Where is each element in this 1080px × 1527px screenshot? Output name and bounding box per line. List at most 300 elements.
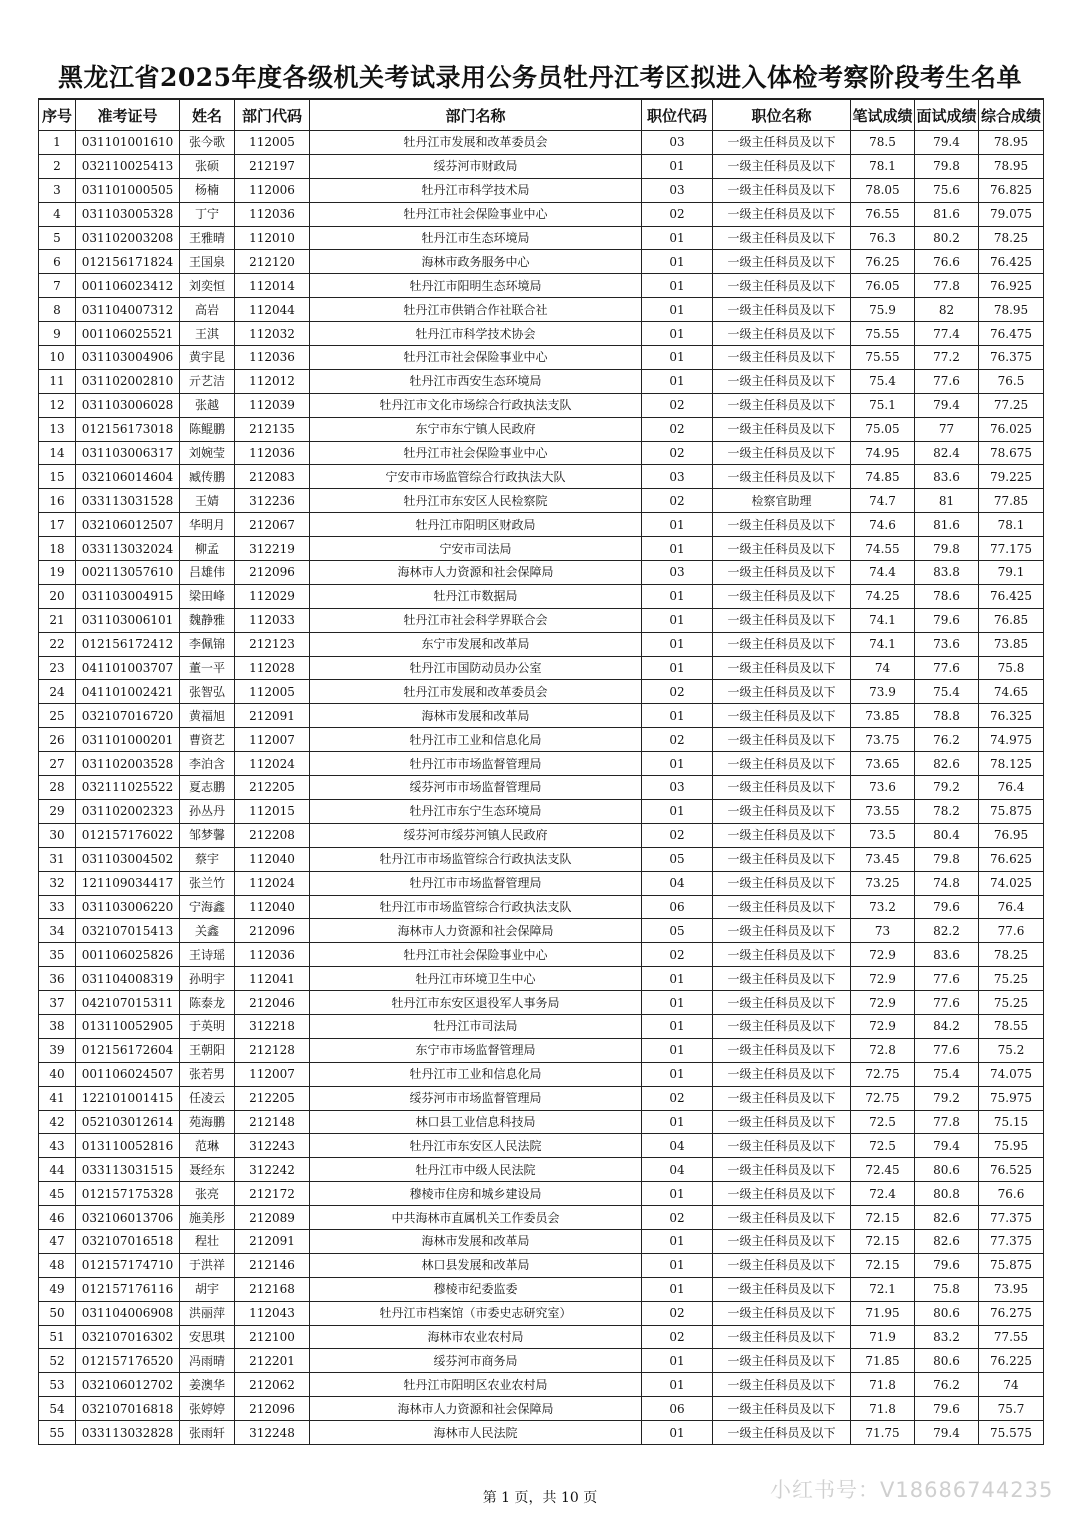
table-cell: 74.075 (979, 1062, 1044, 1086)
table-cell: 54 (39, 1397, 76, 1421)
table-cell: 01 (642, 322, 713, 346)
table-cell: 5 (39, 226, 76, 250)
table-cell: 041101003707 (76, 656, 180, 680)
table-cell: 72.5 (851, 1134, 915, 1158)
table-cell: 一级主任科员及以下 (713, 274, 851, 298)
table-cell: 031104008319 (76, 967, 180, 991)
table-cell: 王婧 (180, 489, 235, 513)
table-cell: 49 (39, 1277, 76, 1301)
table-cell: 牡丹江市供销合作社联合社 (310, 298, 642, 322)
table-cell: 苑海鹏 (180, 1110, 235, 1134)
table-cell: 74.4 (851, 561, 915, 585)
table-cell: 一级主任科员及以下 (713, 1158, 851, 1182)
table-cell: 78.25 (979, 943, 1044, 967)
table-cell: 76.825 (979, 178, 1044, 202)
table-row (39, 847, 1044, 871)
table-cell: 张硕 (180, 154, 235, 178)
table-cell: 033113031515 (76, 1158, 180, 1182)
table-cell: 75.95 (979, 1134, 1044, 1158)
table-cell: 212089 (235, 1206, 310, 1230)
table-cell: 212208 (235, 823, 310, 847)
table-cell: 112044 (235, 298, 310, 322)
table-cell: 77.6 (915, 967, 979, 991)
table-cell: 75.05 (851, 417, 915, 441)
table-row (39, 1421, 1044, 1445)
table-cell: 74.025 (979, 871, 1044, 895)
table-cell: 77.25 (979, 393, 1044, 417)
table-cell: 76.375 (979, 346, 1044, 370)
table-cell: 77.55 (979, 1325, 1044, 1349)
table-cell: 76.925 (979, 274, 1044, 298)
table-cell: 01 (642, 1182, 713, 1206)
table-cell: 75.2 (979, 1038, 1044, 1062)
candidate-table (38, 98, 1044, 1445)
table-cell: 东宁市市场监督管理局 (310, 1038, 642, 1062)
watermark-text: 小红书号：V18686744235 (770, 1478, 1054, 1502)
table-cell: 012157176520 (76, 1349, 180, 1373)
table-cell: 001106025521 (76, 322, 180, 346)
table-cell: 2 (39, 154, 76, 178)
table-cell: 44 (39, 1158, 76, 1182)
table-cell: 75.8 (979, 656, 1044, 680)
table-cell: 79.075 (979, 202, 1044, 226)
table-cell: 01 (642, 537, 713, 561)
table-cell: 312236 (235, 489, 310, 513)
table-cell: 01 (642, 632, 713, 656)
table-cell: 74.8 (915, 871, 979, 895)
table-row (39, 346, 1044, 370)
table-cell: 75.8 (915, 1277, 979, 1301)
table-cell: 71.8 (851, 1373, 915, 1397)
table-cell: 董一平 (180, 656, 235, 680)
table-cell: 72.9 (851, 991, 915, 1015)
table-cell: 范琳 (180, 1134, 235, 1158)
column-header: 序号 (39, 99, 76, 131)
table-cell: 01 (642, 298, 713, 322)
table-cell: 一级主任科员及以下 (713, 1277, 851, 1301)
table-cell: 一级主任科员及以下 (713, 1373, 851, 1397)
table-cell: 212123 (235, 632, 310, 656)
table-cell: 孙丛丹 (180, 799, 235, 823)
table-cell: 张智弘 (180, 680, 235, 704)
table-cell: 72.9 (851, 943, 915, 967)
table-cell: 32 (39, 871, 76, 895)
table-cell: 75.9 (851, 298, 915, 322)
table-cell: 78.05 (851, 178, 915, 202)
table-cell: 312242 (235, 1158, 310, 1182)
table-cell: 80.4 (915, 823, 979, 847)
table-cell: 83.6 (915, 465, 979, 489)
table-cell: 79.6 (915, 895, 979, 919)
table-cell: 一级主任科员及以下 (713, 752, 851, 776)
table-row (39, 728, 1044, 752)
table-cell: 一级主任科员及以下 (713, 322, 851, 346)
table-cell: 033113032828 (76, 1421, 180, 1445)
table-cell: 72.9 (851, 967, 915, 991)
table-cell: 牡丹江市社会保险事业中心 (310, 441, 642, 465)
table-cell: 73.75 (851, 728, 915, 752)
page-footer: 第 1 页，共 10 页 (482, 1490, 598, 1506)
table-cell: 112010 (235, 226, 310, 250)
column-header: 准考证号 (76, 99, 180, 131)
table-cell: 20 (39, 584, 76, 608)
table-cell: 一级主任科员及以下 (713, 847, 851, 871)
column-header: 职位代码 (642, 99, 713, 131)
column-header: 姓名 (180, 99, 235, 131)
table-cell: 112032 (235, 322, 310, 346)
table-cell: 蔡宇 (180, 847, 235, 871)
table-cell: 212096 (235, 561, 310, 585)
table-cell: 031103004502 (76, 847, 180, 871)
table-cell: 04 (642, 871, 713, 895)
table-cell: 牡丹江市市场监督管理局 (310, 871, 642, 895)
table-cell: 24 (39, 680, 76, 704)
table-cell: 79.6 (915, 1253, 979, 1277)
table-cell: 01 (642, 991, 713, 1015)
table-cell: 77.85 (979, 489, 1044, 513)
table-cell: 一级主任科员及以下 (713, 823, 851, 847)
table-row (39, 274, 1044, 298)
table-cell: 03 (642, 178, 713, 202)
table-cell: 031102002810 (76, 369, 180, 393)
table-cell: 检察官助理 (713, 489, 851, 513)
table-cell: 吕雄伟 (180, 561, 235, 585)
table-cell: 72.15 (851, 1253, 915, 1277)
table-cell: 73.9 (851, 680, 915, 704)
table-cell: 一级主任科员及以下 (713, 561, 851, 585)
page-title: 黑龙江省2025年度各级机关考试录用公务员牡丹江考区拟进入体检考察阶段考生名单 (57, 63, 1023, 92)
table-cell: 一级主任科员及以下 (713, 1229, 851, 1253)
table-cell: 78.55 (979, 1014, 1044, 1038)
table-cell: 01 (642, 346, 713, 370)
table-cell: 牡丹江市社会保险事业中心 (310, 346, 642, 370)
table-cell: 75.55 (851, 322, 915, 346)
table-row (39, 1206, 1044, 1230)
table-cell: 8 (39, 298, 76, 322)
table-cell: 03 (642, 561, 713, 585)
table-cell: 张婷婷 (180, 1397, 235, 1421)
table-cell: 112007 (235, 728, 310, 752)
table-cell: 01 (642, 226, 713, 250)
table-cell: 74.85 (851, 465, 915, 489)
table-cell: 032107015413 (76, 919, 180, 943)
table-cell: 海林市发展和改革局 (310, 704, 642, 728)
table-cell: 牡丹江市市场监管综合行政执法支队 (310, 895, 642, 919)
table-cell: 032107016818 (76, 1397, 180, 1421)
table-cell: 林口县发展和改革局 (310, 1253, 642, 1277)
table-cell: 于英明 (180, 1014, 235, 1038)
table-cell: 73.85 (979, 632, 1044, 656)
table-cell: 李佩锦 (180, 632, 235, 656)
table-cell: 78.2 (915, 799, 979, 823)
table-cell: 76.425 (979, 250, 1044, 274)
column-header: 部门代码 (235, 99, 310, 131)
table-cell: 10 (39, 346, 76, 370)
table-cell: 宁安市司法局 (310, 537, 642, 561)
table-cell: 76.95 (979, 823, 1044, 847)
table-cell: 80.6 (915, 1158, 979, 1182)
table-cell: 76.475 (979, 322, 1044, 346)
table-row (39, 202, 1044, 226)
table-cell: 21 (39, 608, 76, 632)
table-cell: 一级主任科员及以下 (713, 1397, 851, 1421)
table-cell: 73.85 (851, 704, 915, 728)
table-cell: 74.975 (979, 728, 1044, 752)
table-cell: 15 (39, 465, 76, 489)
table-cell: 112041 (235, 967, 310, 991)
table-cell: 臧传鹏 (180, 465, 235, 489)
table-cell: 031103006317 (76, 441, 180, 465)
table-cell: 01 (642, 274, 713, 298)
table-cell: 112024 (235, 871, 310, 895)
table-cell: 74 (979, 1373, 1044, 1397)
table-cell: 73.6 (915, 632, 979, 656)
table-cell: 一级主任科员及以下 (713, 369, 851, 393)
table-cell: 任凌云 (180, 1086, 235, 1110)
table-cell: 76.6 (979, 1182, 1044, 1206)
table-cell: 张越 (180, 393, 235, 417)
table-cell: 112043 (235, 1301, 310, 1325)
table-row (39, 752, 1044, 776)
table-cell: 一级主任科员及以下 (713, 704, 851, 728)
table-cell: 72.5 (851, 1110, 915, 1134)
table-cell: 04 (642, 1134, 713, 1158)
table-cell: 一级主任科员及以下 (713, 1182, 851, 1206)
table-cell: 012157176116 (76, 1277, 180, 1301)
table-cell: 112015 (235, 799, 310, 823)
table-cell: 聂经东 (180, 1158, 235, 1182)
table-cell: 刘奕恒 (180, 274, 235, 298)
table-cell: 73.65 (851, 752, 915, 776)
table-cell: 18 (39, 537, 76, 561)
table-row (39, 871, 1044, 895)
table-cell: 一级主任科员及以下 (713, 608, 851, 632)
table-cell: 72.9 (851, 1014, 915, 1038)
table-cell: 01 (642, 1110, 713, 1134)
table-cell: 75.6 (915, 178, 979, 202)
table-cell: 林口县工业信息科技局 (310, 1110, 642, 1134)
table-cell: 牡丹江市中级人民法院 (310, 1158, 642, 1182)
table-cell: 72.75 (851, 1086, 915, 1110)
table-cell: 穆棱市住房和城乡建设局 (310, 1182, 642, 1206)
table-cell: 212146 (235, 1253, 310, 1277)
table-cell: 73 (851, 919, 915, 943)
table-cell: 72.8 (851, 1038, 915, 1062)
table-cell: 013110052816 (76, 1134, 180, 1158)
table-row (39, 1062, 1044, 1086)
table-row (39, 1110, 1044, 1134)
table-cell: 牡丹江市市场监督管理局 (310, 752, 642, 776)
table-cell: 77.375 (979, 1229, 1044, 1253)
table-cell: 74.1 (851, 632, 915, 656)
table-cell: 王雅晴 (180, 226, 235, 250)
table-cell: 77.375 (979, 1206, 1044, 1230)
table-cell: 76.275 (979, 1301, 1044, 1325)
table-cell: 78.95 (979, 298, 1044, 322)
table-cell: 一级主任科员及以下 (713, 465, 851, 489)
table-cell: 013110052905 (76, 1014, 180, 1038)
table-cell: 41 (39, 1086, 76, 1110)
table-cell: 牡丹江市生态环境局 (310, 226, 642, 250)
table-cell: 牡丹江市工业和信息化局 (310, 1062, 642, 1086)
table-cell: 02 (642, 1206, 713, 1230)
table-cell: 312219 (235, 537, 310, 561)
table-cell: 031103006101 (76, 608, 180, 632)
table-cell: 75.875 (979, 799, 1044, 823)
table-cell: 38 (39, 1014, 76, 1038)
table-cell: 一级主任科员及以下 (713, 991, 851, 1015)
table-row (39, 513, 1044, 537)
table-cell: 王国泉 (180, 250, 235, 274)
table-cell: 77.6 (915, 1038, 979, 1062)
table-cell: 夏志鹏 (180, 776, 235, 800)
table-cell: 牡丹江市档案馆（市委史志研究室） (310, 1301, 642, 1325)
table-cell: 83.8 (915, 561, 979, 585)
table-cell: 宁安市市场监管综合行政执法大队 (310, 465, 642, 489)
table-cell: 李泊含 (180, 752, 235, 776)
table-cell: 81 (915, 489, 979, 513)
table-row (39, 250, 1044, 274)
table-cell: 77.8 (915, 1110, 979, 1134)
table-cell: 01 (642, 1038, 713, 1062)
table-cell: 76.5 (979, 369, 1044, 393)
table-row (39, 369, 1044, 393)
table-cell: 032107016518 (76, 1229, 180, 1253)
table-body (39, 131, 1044, 1445)
table-cell: 79.225 (979, 465, 1044, 489)
table-cell: 212067 (235, 513, 310, 537)
table-cell: 031101001610 (76, 131, 180, 155)
table-cell: 12 (39, 393, 76, 417)
table-cell: 牡丹江市东安区人民法院 (310, 1134, 642, 1158)
table-row (39, 226, 1044, 250)
table-cell: 海林市人力资源和社会保障局 (310, 1397, 642, 1421)
table-cell: 邹梦馨 (180, 823, 235, 847)
table-row (39, 489, 1044, 513)
table-cell: 37 (39, 991, 76, 1015)
table-cell: 112029 (235, 584, 310, 608)
table-cell: 012156172412 (76, 632, 180, 656)
table-cell: 牡丹江市司法局 (310, 1014, 642, 1038)
table-cell: 121109034417 (76, 871, 180, 895)
table-cell: 一级主任科员及以下 (713, 584, 851, 608)
table-cell: 031103006220 (76, 895, 180, 919)
table-cell: 14 (39, 441, 76, 465)
table-cell: 112033 (235, 608, 310, 632)
table-cell: 76.025 (979, 417, 1044, 441)
table-cell: 74.25 (851, 584, 915, 608)
table-cell: 75.875 (979, 1253, 1044, 1277)
table-cell: 75.4 (915, 1062, 979, 1086)
table-cell: 3 (39, 178, 76, 202)
table-header-row (39, 99, 1044, 131)
table-cell: 一级主任科员及以下 (713, 393, 851, 417)
table-cell: 06 (642, 1397, 713, 1421)
table-row (39, 1086, 1044, 1110)
table-cell: 53 (39, 1373, 76, 1397)
table-cell: 绥芬河市财政局 (310, 154, 642, 178)
table-cell: 012156173018 (76, 417, 180, 441)
table-cell: 01 (642, 584, 713, 608)
table-row (39, 322, 1044, 346)
table-cell: 牡丹江市阳明生态环境局 (310, 274, 642, 298)
table-row (39, 1158, 1044, 1182)
table-cell: 穆棱市纪委监委 (310, 1277, 642, 1301)
table-cell: 一级主任科员及以下 (713, 895, 851, 919)
table-cell: 74.95 (851, 441, 915, 465)
column-header: 部门名称 (310, 99, 642, 131)
table-cell: 牡丹江市环境卫生中心 (310, 967, 642, 991)
table-cell: 031103005328 (76, 202, 180, 226)
table-cell: 012156172604 (76, 1038, 180, 1062)
table-cell: 031102003208 (76, 226, 180, 250)
table-cell: 一级主任科员及以下 (713, 1110, 851, 1134)
table-cell: 78.95 (979, 154, 1044, 178)
table-cell: 82.2 (915, 919, 979, 943)
table-cell: 012157175328 (76, 1182, 180, 1206)
table-row (39, 1325, 1044, 1349)
table-cell: 71.95 (851, 1301, 915, 1325)
table-cell: 312248 (235, 1421, 310, 1445)
table-cell: 11 (39, 369, 76, 393)
table-cell: 关鑫 (180, 919, 235, 943)
table-row (39, 417, 1044, 441)
table-cell: 78.1 (979, 513, 1044, 537)
table-row (39, 178, 1044, 202)
table-cell: 76.425 (979, 584, 1044, 608)
table-cell: 033113032024 (76, 537, 180, 561)
table-cell: 55 (39, 1421, 76, 1445)
table-cell: 一级主任科员及以下 (713, 632, 851, 656)
table-cell: 一级主任科员及以下 (713, 131, 851, 155)
table-row (39, 1277, 1044, 1301)
table-cell: 82.4 (915, 441, 979, 465)
table-cell: 72.45 (851, 1158, 915, 1182)
table-cell: 79.4 (915, 1421, 979, 1445)
table-cell: 王朝阳 (180, 1038, 235, 1062)
table-cell: 01 (642, 1253, 713, 1277)
table-cell: 212046 (235, 991, 310, 1015)
table-cell: 曹资艺 (180, 728, 235, 752)
table-cell: 一级主任科员及以下 (713, 776, 851, 800)
table-row (39, 776, 1044, 800)
table-cell: 东宁市东宁镇人民政府 (310, 417, 642, 441)
table-cell: 4 (39, 202, 76, 226)
table-cell: 牡丹江市科学技术协会 (310, 322, 642, 346)
table-cell: 112036 (235, 441, 310, 465)
table-cell: 76.55 (851, 202, 915, 226)
table-cell: 43 (39, 1134, 76, 1158)
table-cell: 112040 (235, 847, 310, 871)
table-cell: 姜澳华 (180, 1373, 235, 1397)
table-row (39, 131, 1044, 155)
table-row (39, 1014, 1044, 1038)
table-cell: 032106013706 (76, 1206, 180, 1230)
table-cell: 51 (39, 1325, 76, 1349)
table-cell: 张兰竹 (180, 871, 235, 895)
table-row (39, 656, 1044, 680)
table-row (39, 1373, 1044, 1397)
table-cell: 112036 (235, 943, 310, 967)
table-cell: 01 (642, 1062, 713, 1086)
table-cell: 212205 (235, 1086, 310, 1110)
table-cell: 牡丹江市工业和信息化局 (310, 728, 642, 752)
table-cell: 张亮 (180, 1182, 235, 1206)
table-cell: 76.325 (979, 704, 1044, 728)
table-cell: 一级主任科员及以下 (713, 441, 851, 465)
table-cell: 212120 (235, 250, 310, 274)
table-row (39, 823, 1044, 847)
